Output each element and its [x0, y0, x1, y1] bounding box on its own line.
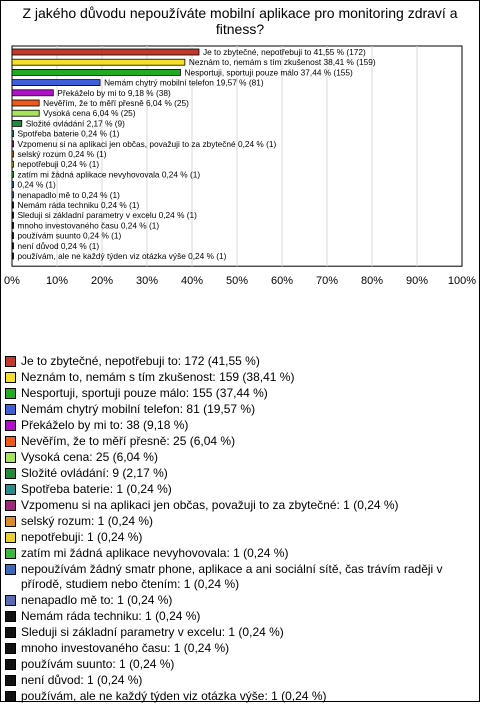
legend-label: Sleduji si základní parametry v excelu: 1 (0,24 %) [21, 625, 284, 639]
legend-item [5, 673, 475, 688]
legend-item [5, 434, 475, 449]
bar-label: nepotřebuji 0,24 % (1) [17, 159, 100, 170]
bar-label: Vzpomenu si na aplikaci jen občas, považuji to za zbytečné 0,24 % (1) [17, 138, 277, 149]
legend-swatch [5, 388, 16, 399]
bar-label: Spotřeba baterie 0,24 % (1) [17, 128, 120, 139]
legend-swatch [5, 659, 16, 670]
legend-item [5, 530, 475, 545]
legend-item [5, 482, 475, 497]
legend-swatch [5, 627, 16, 638]
x-tick-label: 50% [225, 275, 249, 288]
bar-label: 0,24 % (1) [17, 179, 56, 190]
legend-swatch [5, 548, 16, 559]
bar [12, 59, 185, 65]
legend-item [5, 562, 475, 592]
legend-label: Spotřeba baterie: 1 (0,24 %) [21, 482, 172, 496]
bar [12, 49, 199, 55]
bar [12, 182, 14, 188]
x-tick-label: 90% [405, 275, 429, 288]
bar [12, 202, 14, 208]
x-tick-label: 30% [135, 275, 159, 288]
legend-swatch [5, 595, 16, 606]
legend-item [5, 370, 475, 385]
bar-label: používám suunto 0,24 % (1) [17, 230, 122, 241]
legend-label: používám suunto: 1 (0,24 %) [21, 657, 175, 671]
legend-swatch [5, 420, 16, 431]
legend-label: Je to zbytečné, nepotřebuji to: 172 (41,55 %) [21, 354, 260, 368]
legend-item [5, 514, 475, 529]
bar-label: Sleduji si základní parametry v excelu 0,24 % (1) [17, 210, 197, 221]
bar-label: Nemám ráda techniku 0,24 % (1) [17, 200, 140, 210]
legend-label: zatím mi žádná aplikace nevyhovovala: 1 (0,24 %) [21, 546, 289, 560]
x-tick-label: 80% [360, 275, 384, 288]
x-tick-label: 10% [45, 275, 69, 288]
bar-label: nenapadlo mě to 0,24 % (1) [17, 189, 120, 200]
legend-item [5, 593, 475, 608]
bar-label: není důvod 0,24 % (1) [17, 240, 100, 251]
x-tick-label: 60% [270, 275, 294, 288]
bar-label: Nemám chytrý mobilní telefon 19,57 % (81) [104, 77, 264, 88]
legend-item [5, 609, 475, 624]
bar [12, 141, 14, 147]
legend-swatch [5, 532, 16, 543]
bar [12, 80, 100, 86]
bar-label: Složité ovládání 2,17 % (9) [25, 118, 125, 129]
legend-label: nepoužívám žádný smatr phone, aplikace a ani sociální sítě, čas trávím raději v přírodě, studiem nebo čtením: 1 (0,24 %) [21, 562, 443, 591]
x-tick-label: 40% [180, 275, 204, 288]
chart-title: Z jakého důvodu nepoužíváte mobilní aplikace pro monitoring zdraví a fitness? [22, 5, 458, 37]
legend-label: Nemám chytrý mobilní telefon: 81 (19,57 %) [21, 402, 256, 416]
bar-label: Překáželo by mi to 9,18 % (38) [57, 87, 171, 98]
legend-item [5, 450, 475, 465]
bar [12, 69, 180, 75]
bar-label: Nevěřím, že to měří přesně 6,04 % (25) [43, 98, 189, 108]
legend-item [5, 402, 475, 417]
legend-swatch [5, 611, 16, 622]
legend-item [5, 498, 475, 513]
legend-label: selský rozum: 1 (0,24 %) [21, 514, 154, 528]
bar [12, 253, 14, 259]
legend-swatch [5, 643, 16, 654]
bar-label: Nesportuji, sportuji pouze málo 37,44 % (155) [184, 67, 353, 78]
x-tick-label: 100% [447, 275, 477, 288]
legend-swatch [5, 468, 16, 479]
legend-item [5, 354, 475, 369]
legend-swatch [5, 404, 16, 415]
bar [12, 243, 14, 249]
legend-swatch [5, 516, 16, 527]
bar [12, 131, 14, 137]
legend-label: Neznám to, nemám s tím zkušenost: 159 (38,41 %) [21, 370, 295, 384]
legend-label: Složité ovládání: 9 (2,17 %) [21, 466, 168, 480]
legend-label: Vysoká cena: 25 (6,04 %) [21, 450, 158, 464]
bar [12, 120, 22, 126]
legend-label: mnoho investovaného času: 1 (0,24 %) [21, 641, 230, 655]
legend-swatch [5, 436, 16, 447]
legend-swatch [5, 356, 16, 367]
bar-label: zatím mi žádná aplikace nevyhovovala 0,24 % (1) [17, 169, 201, 180]
legend-label: nepotřebuji: 1 (0,24 %) [21, 530, 143, 544]
legend-item [5, 657, 475, 672]
bar-label: používám, ale ne každý týden viz otázka výše 0,24 % (1) [17, 251, 227, 261]
x-tick-label: 70% [315, 275, 339, 288]
x-tick-label: 0% [4, 275, 20, 288]
chart-legend [5, 354, 475, 705]
bar [12, 161, 14, 167]
bar [12, 90, 53, 96]
x-tick-label: 20% [90, 275, 114, 288]
bar-label: Je to zbytečné, nepotřebuji to 41,55 % (172) [202, 47, 366, 57]
legend-label: Překáželo by mi to: 38 (9,18 %) [21, 418, 189, 432]
legend-item [5, 625, 475, 640]
legend-item [5, 418, 475, 433]
bar-label: mnoho investovaného času 0,24 % (1) [17, 220, 160, 231]
bar-chart [0, 0, 480, 352]
legend-swatch [5, 564, 16, 575]
legend-item [5, 641, 475, 656]
legend-label: používám, ale ne každý týden viz otázka výše: 1 (0,24 %) [21, 689, 327, 703]
legend-swatch [5, 500, 16, 511]
bar [12, 100, 39, 106]
legend-swatch [5, 372, 16, 383]
legend-label: nenapadlo mě to: 1 (0,24 %) [21, 593, 173, 607]
legend-label: Vzpomenu si na aplikaci jen občas, považuji to za zbytečné: 1 (0,24 %) [21, 498, 399, 512]
legend-label: není důvod: 1 (0,24 %) [21, 673, 143, 687]
bar [12, 212, 14, 218]
legend-label: Nemám ráda techniku: 1 (0,24 %) [21, 609, 201, 623]
legend-item [5, 386, 475, 401]
bar [12, 192, 14, 198]
bar [12, 233, 14, 239]
legend-swatch [5, 675, 16, 686]
legend-swatch [5, 691, 16, 702]
bar [12, 222, 14, 228]
legend-swatch [5, 452, 16, 463]
legend-item [5, 546, 475, 561]
bar-label: selský rozum 0,24 % (1) [17, 149, 107, 159]
bar-label: Neznám to, nemám s tím zkušenost 38,41 % (159) [188, 57, 376, 68]
legend-item [5, 466, 475, 481]
bar [12, 110, 39, 116]
bar-label: Vysoká cena 6,04 % (25) [43, 108, 136, 119]
legend-swatch [5, 484, 16, 495]
legend-label: Nevěřím, že to měří přesně: 25 (6,04 %) [21, 434, 236, 448]
bar [12, 151, 14, 157]
legend-label: Nesportuji, sportuji pouze málo: 155 (37,44 %) [21, 386, 268, 400]
bar [12, 171, 14, 177]
